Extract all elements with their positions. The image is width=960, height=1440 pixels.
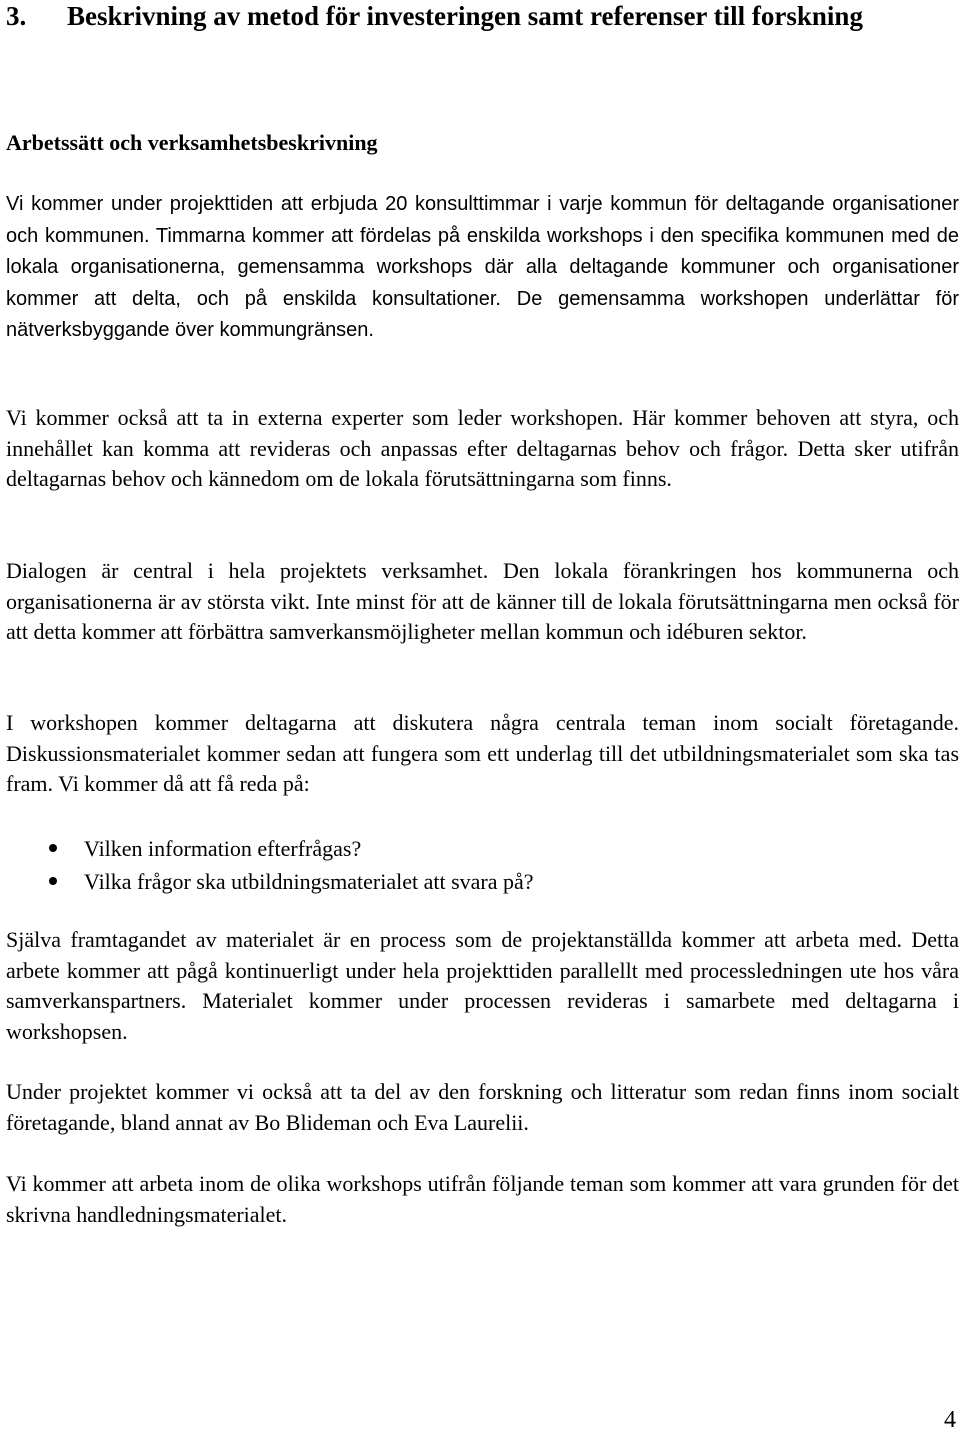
bullet-item	[6, 865, 946, 898]
bullet-dot-icon	[49, 844, 57, 852]
paragraph-4-text: I workshopen kommer deltagarna att diskutera några centrala teman inom socialt företagande. Diskussionsmaterialet kommer sedan att fungera som ett underlag till det utbildningsmaterialet som ska tas fram. Vi kommer då att få reda på:	[6, 710, 959, 796]
paragraph-1-sans-text: Vi kommer under projekttiden att erbjuda 20 konsulttimmar i varje kommun för deltagande organisationer och kommunen.	[6, 193, 959, 247]
bullet-dot-icon	[49, 877, 57, 885]
paragraph-6	[6, 1077, 959, 1138]
subheading: Arbetssätt och verksamhetsbeskrivning	[6, 130, 378, 155]
paragraph-4	[6, 708, 959, 800]
paragraph-2	[6, 403, 959, 495]
section-number: 3.	[6, 1, 27, 31]
bullet-text: Vilken information efterfrågas?	[84, 836, 362, 861]
page-number: 4	[944, 1407, 956, 1433]
paragraph-5	[6, 925, 959, 1047]
bullet-list	[6, 832, 946, 898]
paragraph-2-text: Vi kommer också att ta in externa experter som leder workshopen. Här kommer behoven att styra, och innehållet kan komma att revideras och anpassas efter deltagarnas behov och frågor. Detta sker utifrån deltagarnas behov och kännedom om de lokala förutsättningarna som finns.	[6, 405, 959, 491]
paragraph-6-text: Under projektet kommer vi också att ta del av den forskning och litteratur som redan finns inom socialt företagande, bland annat av Bo Blideman och Eva Laurelii.	[6, 1079, 959, 1135]
bullet-item	[6, 832, 946, 865]
paragraph-7	[6, 1169, 959, 1230]
paragraph-3	[6, 556, 959, 648]
paragraph-5-text: Själva framtagandet av materialet är en process som de projektanställda kommer att arbeta med. Detta arbete kommer att pågå kontinuerligt under hela projekttiden parallellt med processledningen ute hos våra samverkanspartners. Materialet kommer under processen revideras i samarbete med deltagarna i workshopsen.	[6, 927, 959, 1044]
paragraph-1	[6, 188, 959, 346]
bullet-text: Vilka frågor ska utbildningsmaterialet att svara på?	[84, 869, 534, 894]
paragraph-7-text: Vi kommer att arbeta inom de olika workshops utifrån följande teman som kommer att vara grunden för det skrivna handledningsmaterialet.	[6, 1171, 959, 1227]
paragraph-1-sans-text-cont: Timmarna kommer att fördelas på enskilda workshops i den specifika kommunen med de lokala organisationerna, gemensamma workshops där alla deltagande kommuner och organisationer kommer att delta, och på enskilda konsultationer. De gemensamma workshopen underlättar för nätverksbyggande över kommungränsen.	[6, 224, 959, 341]
section-heading	[6, 0, 946, 34]
paragraph-3-text: Dialogen är central i hela projektets verksamhet. Den lokala förankringen hos kommunerna och organisationerna är av största vikt. Inte minst för att de känner till de lokala förutsättningarna men också för att detta kommer att förbättra samverkansmöjligheter mellan kommun och idéburen sektor.	[6, 558, 959, 644]
section-title: Beskrivning av metod för investeringen samt referenser till forskning	[67, 1, 863, 31]
